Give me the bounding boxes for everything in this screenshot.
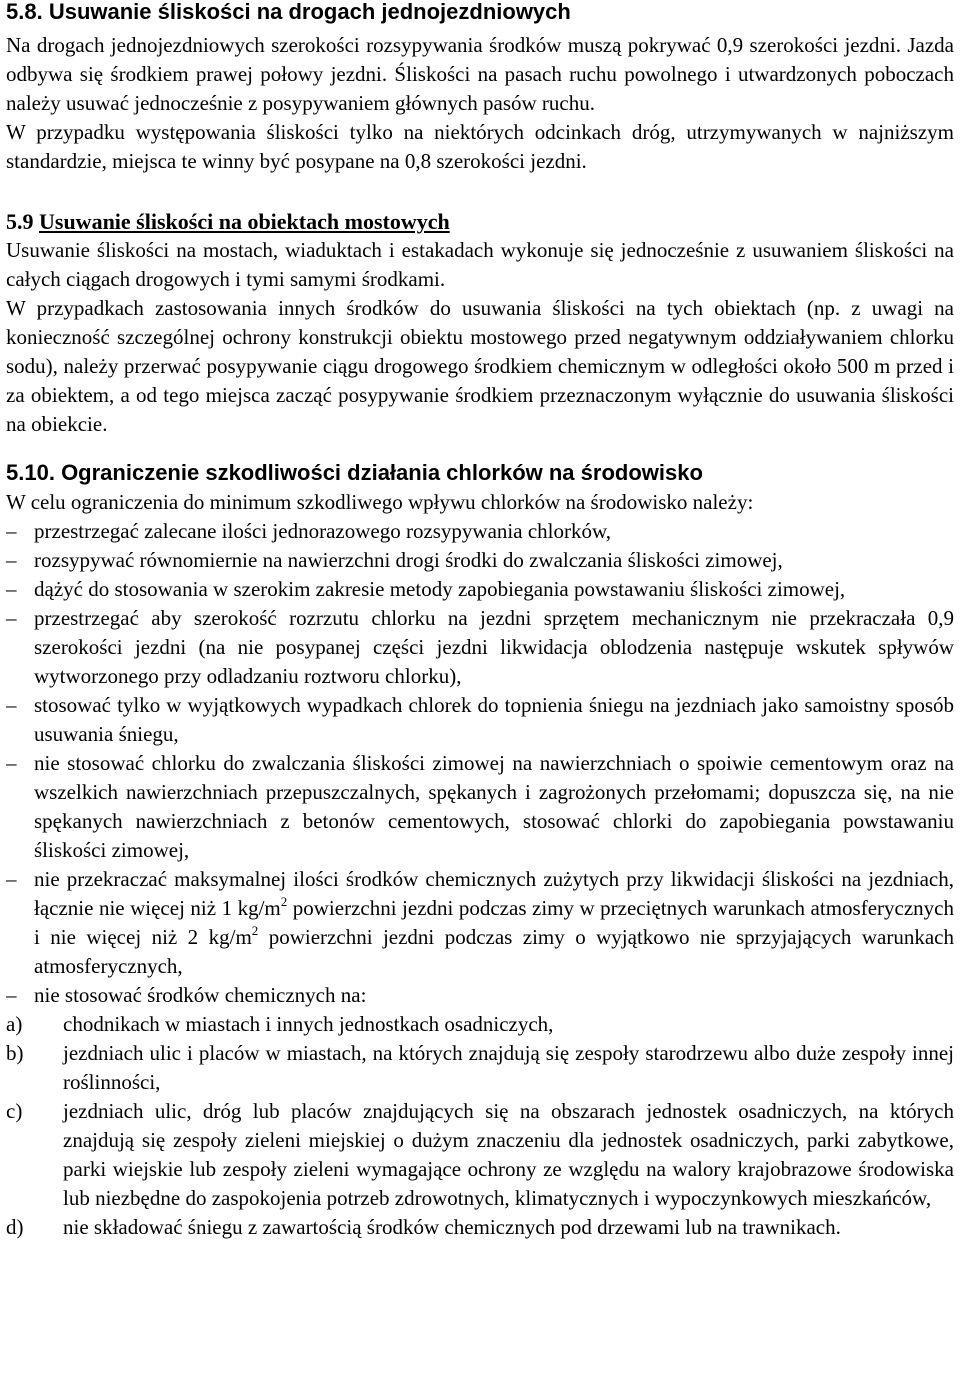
dash-bullet: – [6, 577, 17, 601]
list-item [6, 691, 954, 749]
section-title: Usuwanie śliskości na drogach jednojezdniowych [48, 0, 571, 24]
lettered-item-text: nie składować śniegu z zawartością środków chemicznych pod drzewami lub na trawnikach. [63, 1215, 841, 1239]
superscript: 2 [280, 894, 288, 909]
section-5-9-heading [6, 208, 954, 235]
list-item-text [34, 867, 954, 978]
list-item [6, 604, 954, 691]
list-item-text: nie stosować chlorku do zwalczania śliskości zimowej na nawierzchniach o spoiwie cementowym oraz na wszelkich nawierzchniach przepuszczalnych, spękanych i zagrożonych przełomami; dopuszcza się, na nie spękanych nawierzchniach z betonów cementowych, stosować chlorki do zapobiegania powstawaniu śliskości zimowej, [34, 751, 954, 862]
list-item-text: stosować tylko w wyjątkowych wypadkach chlorek do topnienia śniegu na jezdniach jako samoistny sposób usuwania śniegu, [34, 693, 954, 746]
paragraph: W celu ograniczenia do minimum szkodliwego wpływu chlorków na środowisko należy: [6, 490, 754, 514]
section-5-10-heading [6, 461, 954, 485]
superscript: 2 [251, 923, 259, 938]
dash-bullet: – [6, 983, 17, 1007]
list-item [6, 865, 954, 981]
lettered-item-text: jezdniach ulic i placów w miastach, na których znajdują się zespoły starodrzewu albo duże zespoły innej roślinności, [63, 1041, 954, 1094]
item-letter: b) [6, 1041, 24, 1065]
dash-bullet: – [6, 519, 17, 543]
list-item-text: dążyć do stosowania w szerokim zakresie metody zapobiegania powstawaniu śliskości zimowej, [34, 577, 846, 601]
item-letter: c) [6, 1099, 23, 1123]
text-run: powierzchni jezdni podczas zimy o wyjątkowo nie sprzyjających warunkach atmosferycznych, [34, 925, 954, 978]
lettered-item-text: jezdniach ulic, dróg lub placów znajdujących się na obszarach jednostek osadniczych, na których znajdują się zespoły zieleni miejskiej o dużym znaczeniu dla jednostek osadniczych, parki zabytkowe, parki wiejskie lub zespoły zieleni wymagające ochrony ze względu na walory krajobrazowe środowiska lub niezbędne do zaspokojenia potrzeb zdrowotnych, klimatycznych i wypoczynkowych mieszkańców, [63, 1099, 954, 1210]
list-item [6, 575, 954, 604]
item-letter: a) [6, 1012, 23, 1036]
list-item [6, 517, 954, 546]
lettered-item [6, 1010, 954, 1039]
paragraph: W przypadkach zastosowania innych środków do usuwania śliskości na tych obiektach (np. z uwagi na konieczność szczególnej ochrony konstrukcji obiektu mostowego przed negatywnym oddziaływaniem chlorku sodu), należy przerwać posypywanie ciągu drogowego środkiem chemicznym w odległości około 500 m przed i za obiektem, a od tego miejsca zacząć posypywanie środkiem przeznaczonym wyłącznie do usuwania śliskości na obiekcie. [6, 296, 954, 436]
paragraph: W przypadku występowania śliskości tylko na niektórych odcinkach dróg, utrzymywanych w najniższym standardzie, miejsca te winny być posypane na 0,8 szerokości jezdni. [6, 120, 954, 173]
lettered-list [6, 1010, 954, 1242]
section-number: 5.10. [6, 460, 55, 485]
dash-bullet: – [6, 693, 17, 717]
text-run: powierzchni jezdni podczas zimy w przeciętnych warunkach atmosferycznych i nie więcej niż 2 kg/m [34, 896, 954, 949]
section-number: 5.9 [6, 209, 34, 234]
list-item [6, 546, 954, 575]
dash-bullet: – [6, 867, 17, 891]
list-item [6, 749, 954, 865]
dash-list [6, 517, 954, 1010]
paragraph: Usuwanie śliskości na mostach, wiaduktach i estakadach wykonuje się jednocześnie z usuwaniem śliskości na całych ciągach drogowych i tymi samymi środkami. [6, 238, 954, 291]
list-item-text: przestrzegać zalecane ilości jednorazowego rozsypywania chlorków, [34, 519, 612, 543]
list-item [6, 981, 954, 1010]
text-run: nie przekraczać maksymalnej ilości środków chemicznych zużytych przy likwidacji śliskości na jezdniach, łącznie nie więcej niż 1 kg/m [34, 867, 954, 920]
section-5-8-heading [6, 0, 954, 24]
dash-bullet: – [6, 751, 17, 775]
lettered-item [6, 1097, 954, 1213]
dash-bullet: – [6, 606, 17, 630]
list-item-text: przestrzegać aby szerokość rozrzutu chlorku na jezdni sprzętem mechanicznym nie przekraczała 0,9 szerokości jezdni (na nie posypanej części jezdni likwidacja oblodzenia następuje wskutek spływów wytworzonego przy odladzaniu roztworu chlorku), [34, 606, 954, 688]
lettered-item [6, 1213, 954, 1242]
list-item-text: rozsypywać równomiernie na nawierzchni drogi środki do zwalczania śliskości zimowej, [34, 548, 783, 572]
paragraph: Na drogach jednojezdniowych szerokości rozsypywania środków muszą pokrywać 0,9 szerokości jezdni. Jazda odbywa się środkiem prawej połowy jezdni. Śliskości na pasach ruchu powolnego i utwardzonych poboczach należy usuwać jednocześnie z posypywaniem głównych pasów ruchu. [6, 33, 954, 115]
section-title: Usuwanie śliskości na obiektach mostowych [39, 209, 450, 234]
section-title: Ograniczenie szkodliwości działania chlorków na środowisko [61, 460, 703, 485]
lettered-item [6, 1039, 954, 1097]
list-item-text: nie stosować środków chemicznych na: [34, 983, 367, 1007]
dash-bullet: – [6, 548, 17, 572]
section-number: 5.8. [6, 0, 43, 24]
item-letter: d) [6, 1215, 24, 1239]
lettered-item-text: chodnikach w miastach i innych jednostkach osadniczych, [63, 1012, 554, 1036]
